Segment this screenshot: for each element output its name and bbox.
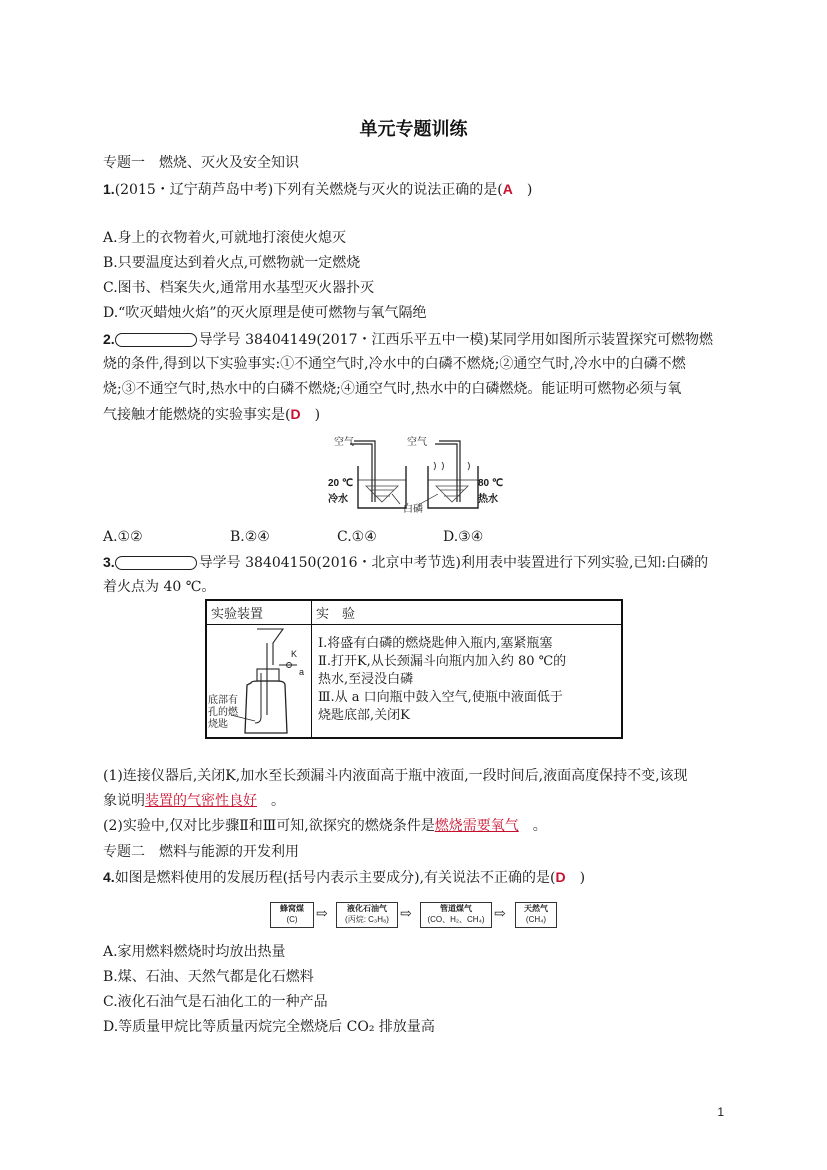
phosphorus-pointer-left xyxy=(392,494,400,504)
water-label-left: 冷水 xyxy=(328,494,348,505)
option-b: B.只要温度达到着火点,可燃物就一定燃烧 xyxy=(103,255,361,271)
fuel-name: 液化石油气 xyxy=(347,904,387,913)
fuel-name: 蜂窝煤 xyxy=(280,904,304,913)
header-device: 实验装置 xyxy=(206,600,312,625)
spoon-label-line: 底部有 xyxy=(208,695,238,706)
q3-sub1-line1: (1)连接仪器后,关闭K,加水至长颈漏斗内液面高于瓶中液面,一段时间后,液面高度保持不变,该现 xyxy=(103,768,688,784)
question-2 xyxy=(103,329,713,350)
option-a: A.身上的衣物着火,可就地打滚使火熄灭 xyxy=(103,230,347,246)
air-label-left: 空气 xyxy=(334,437,354,448)
header-experiment: 实 验 xyxy=(312,600,623,625)
q3-sub2 xyxy=(103,816,547,836)
question-text: (2015・辽宁葫芦岛中考)下列有关燃烧与灭火的说法正确的是( xyxy=(114,182,503,198)
k-label: K xyxy=(291,649,298,659)
q3-sub1-line2 xyxy=(103,791,285,811)
answer: D xyxy=(555,869,566,885)
funnel xyxy=(257,629,283,665)
spoon-label-line: 烧匙 xyxy=(208,719,228,730)
spoon-label-line: 孔的燃 xyxy=(208,707,238,718)
fill-answer: 装置的气密性良好 xyxy=(145,793,257,809)
question-text: 气接触才能燃烧的实验事实是( xyxy=(103,407,291,423)
q2-option-b: B.②④ xyxy=(230,529,270,545)
q2-option-c: C.①④ xyxy=(337,529,377,545)
table-row xyxy=(206,625,622,739)
question-2-line-3: 烧;③不通空气时,热水中的白磷不燃烧;④通空气时,热水中的白磷燃烧。能证明可燃物必须与氧 xyxy=(103,381,682,397)
flask-bottle xyxy=(245,681,287,733)
table-header-row xyxy=(206,600,622,625)
sub-end: 。 xyxy=(257,793,285,809)
spoon-label xyxy=(208,695,238,731)
question-number: 3. xyxy=(103,554,115,570)
fuel-box-3 xyxy=(420,902,492,928)
fuel-comp: (CH₄) xyxy=(525,915,547,924)
topic-1-heading: 专题一 燃烧、灭火及安全知识 xyxy=(103,155,299,171)
step-1: Ⅰ.将盛有白磷的燃烧匙伸入瓶内,塞紧瓶塞 xyxy=(318,636,553,651)
question-number: 2. xyxy=(103,331,115,347)
step-3-cont: 烧匙底部,关闭K xyxy=(318,708,410,723)
option-d: D.“吹灭蜡烛火焰”的灭火原理是使可燃物与氧气隔绝 xyxy=(103,305,427,321)
steam-wisps xyxy=(434,462,470,470)
question-1 xyxy=(103,179,532,200)
answer: D xyxy=(290,406,301,422)
fuel-comp: (CO、H₂、CH₄) xyxy=(427,915,485,924)
q4-option-d: D.等质量甲烷比等质量丙烷完全燃烧后 CO₂ 排放量高 xyxy=(103,1019,435,1035)
guide-badge xyxy=(115,556,197,570)
sub-text: 象说明 xyxy=(103,793,145,809)
question-3 xyxy=(103,552,708,573)
step-2-cont: 热水,至浸没白磷 xyxy=(318,672,414,687)
fuel-box-1 xyxy=(270,902,314,928)
steps-cell xyxy=(312,625,623,739)
right-tripod-wire xyxy=(436,486,468,502)
question-text: 导学号 38404149(2017・江西乐平五中一模)某同学用如图所示装置探究可燃物燃 xyxy=(198,332,713,348)
fuel-comp: (丙烷: C₃H₈) xyxy=(345,915,389,924)
fuel-comp: (C) xyxy=(286,915,298,924)
temp-label-left: 20 ℃ xyxy=(328,478,354,489)
fuel-name: 天然气 xyxy=(524,904,548,913)
question-text: 导学号 38404150(2016・北京中考节选)利用表中装置进行下列实验,已知:白磷的 xyxy=(198,555,709,571)
arrow-icon: ⇨ xyxy=(400,906,412,922)
question-text: 如图是燃料使用的发展历程(括号内表示主要成分),有关说法不正确的是( xyxy=(114,870,556,886)
fuel-box-2 xyxy=(336,902,398,928)
question-number: 4. xyxy=(103,869,115,885)
question-3-line-2: 着火点为 40 ℃。 xyxy=(103,579,216,595)
q4-option-b: B.煤、石油、天然气都是化石燃料 xyxy=(103,969,314,985)
topic-2-heading: 专题二 燃料与能源的开发利用 xyxy=(103,844,299,860)
sub-text: (2)实验中,仅对比步骤Ⅱ和Ⅲ可知,欲探究的燃烧条件是 xyxy=(103,818,435,834)
question-4 xyxy=(103,867,585,888)
arrow-icon: ⇨ xyxy=(316,906,328,922)
question-close: ) xyxy=(300,407,321,423)
fuel-box-4 xyxy=(515,902,557,928)
right-beaker xyxy=(428,466,478,508)
device-cell xyxy=(206,625,312,739)
option-c: C.图书、档案失火,通常用水基型灭火器扑灭 xyxy=(103,280,375,296)
step-2: Ⅱ.打开K,从长颈漏斗向瓶内加入约 80 ℃的 xyxy=(318,654,567,669)
guide-badge xyxy=(115,333,197,347)
air-label-right: 空气 xyxy=(407,437,427,448)
question-2-line-2: 烧的条件,得到以下实验事实:①不通空气时,冷水中的白磷不燃烧;②通空气时,冷水中的白磷不燃 xyxy=(103,356,686,372)
water-label-right: 热水 xyxy=(478,494,498,505)
question-2-line-4 xyxy=(103,404,320,425)
left-hatching xyxy=(370,490,394,496)
temp-label-right: 80 ℃ xyxy=(478,478,504,489)
sub-end: 。 xyxy=(518,818,547,834)
fill-answer: 燃烧需要氧气 xyxy=(434,818,519,834)
q4-option-a: A.家用燃料燃烧时均放出热量 xyxy=(103,944,286,960)
q2-option-d: D.③④ xyxy=(443,529,484,545)
step-3: Ⅲ.从 a 口向瓶中鼓入空气,使瓶中液面低于 xyxy=(318,690,563,705)
answer: A xyxy=(502,181,513,197)
arrow-icon: ⇨ xyxy=(494,906,506,922)
question-close: ) xyxy=(565,870,586,886)
q4-option-c: C.液化石油气是石油化工的一种产品 xyxy=(103,994,328,1010)
q2-option-a: A.①② xyxy=(103,529,143,545)
a-label: a xyxy=(299,667,305,677)
left-tripod-wire xyxy=(366,486,398,502)
left-air-tube xyxy=(350,444,372,502)
right-air-tube xyxy=(435,444,457,502)
stopper xyxy=(257,669,279,681)
fuel-name: 管道煤气 xyxy=(440,904,472,913)
page-title: 单元专题训练 xyxy=(359,119,468,140)
phosphorus-label: 白磷 xyxy=(403,504,423,515)
question-number: 1. xyxy=(103,181,115,197)
page-number: 1 xyxy=(717,1105,724,1119)
experiment-table xyxy=(205,599,623,739)
question-close: ) xyxy=(512,182,533,198)
